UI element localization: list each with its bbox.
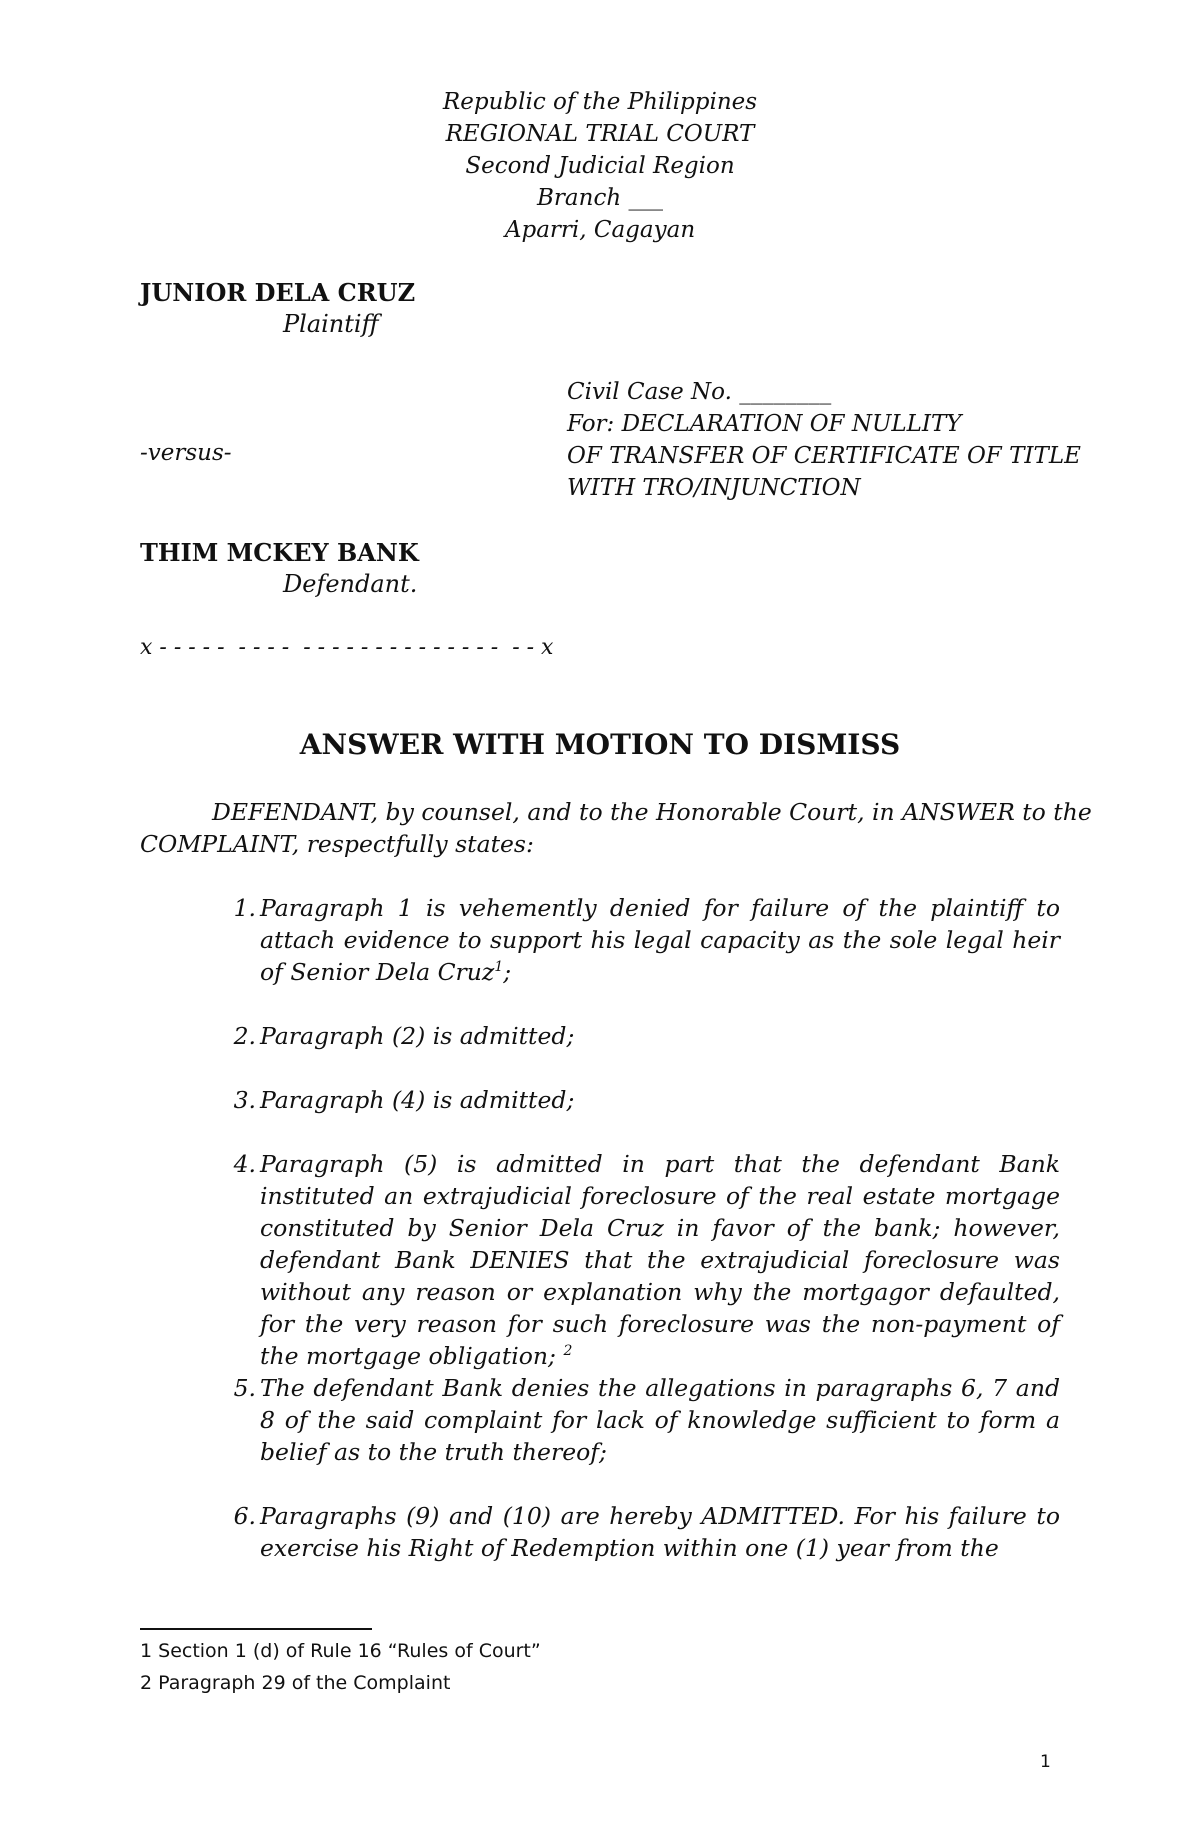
defendant-name: THIM MCKEY BANK	[140, 538, 419, 567]
item-number: 1.	[233, 894, 256, 922]
court-region: Second Judicial Region	[465, 153, 735, 179]
item-text	[260, 892, 1060, 988]
versus-label: -versus-	[140, 440, 232, 466]
item-number: 4.	[233, 1150, 256, 1178]
footnote-2: 2 Paragraph 29 of the Complaint	[140, 1672, 451, 1694]
item-text: The defendant Bank denies the allegations in paragraphs 6, 7 and 8 of the said complaint for lack of knowledge sufficient to form a belief as to the truth thereof;	[260, 1374, 1060, 1466]
footnote-ref: 1	[494, 959, 504, 976]
item-text-suffix: ;	[503, 958, 512, 986]
item-text	[260, 1148, 1060, 1372]
intro-line-2: COMPLAINT, respectfully states:	[140, 830, 534, 858]
defendant-role: Defendant.	[283, 570, 418, 598]
court-country: Republic of the Philippines	[442, 89, 758, 115]
item-number: 2.	[233, 1022, 256, 1050]
footnote-ref: 2	[563, 1343, 573, 1360]
court-header	[0, 86, 1200, 246]
item-text: Paragraph (2) is admitted;	[260, 1022, 575, 1050]
court-location: Aparri, Cagayan	[504, 217, 696, 243]
document-title: ANSWER WITH MOTION TO DISMISS	[299, 728, 901, 761]
case-for-line-2: OF TRANSFER OF CERTIFICATE OF TITLE	[567, 443, 1081, 469]
item-text-body: Paragraph (5) is admitted in part that the defendant Bank instituted an extrajudicial foreclosure of the real estate mortgage constituted by Senior Dela Cruz in favor of the bank; however, defendant Bank DENIES that the extrajudicial foreclosure was without any reason or explanation why the mortgagor defaulted, for the very reason for such foreclosure was the non-payment of the mortgage obligation;	[260, 1150, 1060, 1370]
footnote-1: 1 Section 1 (d) of Rule 16 “Rules of Court”	[140, 1640, 541, 1662]
court-name: REGIONAL TRIAL COURT	[445, 121, 755, 147]
item-number: 5.	[233, 1374, 256, 1402]
intro-line-1: DEFENDANT, by counsel, and to the Honorable Court, in ANSWER to the	[212, 798, 1092, 826]
case-for-line-1: For: DECLARATION OF NULLITY	[567, 411, 962, 437]
item-number: 3.	[233, 1086, 256, 1114]
court-branch: Branch ___	[537, 185, 663, 211]
plaintiff-name: JUNIOR DELA CRUZ	[140, 278, 416, 307]
footnote-divider	[140, 1628, 372, 1630]
case-info	[567, 376, 1081, 504]
plaintiff-role: Plaintiff	[283, 310, 379, 338]
item-text-body: Paragraph 1 is vehemently denied for failure of the plaintiff to attach evidence to support his legal capacity as the sole legal heir of Senior Dela Cruz	[260, 894, 1060, 986]
caption-separator: x - - - - - - - - - - - - - - - - - - - - - - - - - x	[140, 635, 554, 660]
item-number: 6.	[233, 1502, 256, 1530]
item-text: Paragraphs (9) and (10) are hereby ADMITTED. For his failure to exercise his Right of Redemption within one (1) year from the	[260, 1502, 1060, 1562]
case-for-line-3: WITH TRO/INJUNCTION	[567, 475, 861, 501]
item-text: Paragraph (4) is admitted;	[260, 1086, 575, 1114]
page-number: 1	[1040, 1752, 1051, 1772]
case-number: Civil Case No. ________	[567, 379, 832, 405]
